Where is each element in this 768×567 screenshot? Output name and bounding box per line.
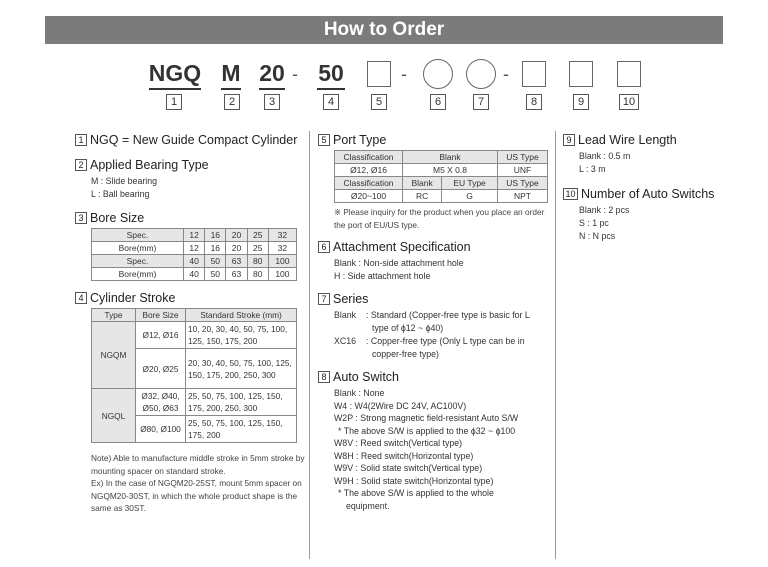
cylinder-stroke-table [91,308,297,443]
attachment-option: H : Side attachment hole [334,271,431,281]
code-underline [259,88,285,90]
auto-switch-option: W9V : Solid state switch(Vertical type) [334,463,483,473]
table-row: Ø80, Ø100 25, 50, 75, 100, 125, 150, 175, 200 [92,416,297,443]
auto-switch-option: W8V : Reed switch(Vertical type) [334,438,463,448]
lead-wire-option: L : 3 m [579,164,606,174]
left-column [75,133,303,515]
table-row: Classification Blank US Type [335,151,548,164]
code-box-switch-count [617,61,641,87]
code-number: 3 [264,94,280,110]
auto-switch-option: Blank : None [334,388,385,398]
stroke-example: Ex) In the case of NGQM20-25ST, mount 5mm spacer on NGQM20-30ST, in which the whole product shape is the same as 30ST. [91,478,302,513]
code-number: 9 [573,94,589,110]
code-number: 10 [619,94,639,110]
section-9-title: 9 Lead Wire Length [563,133,738,147]
code-circle-attachment [423,59,453,89]
page-title: How to Order [45,16,723,44]
port-note: ※ Please inquiry for the product when you place an order the port of EU/US type. [334,207,545,230]
auto-switch-option: W8H : Reed switch(Horizontal type) [334,450,474,461]
middle-column [318,133,550,512]
code-underline [221,88,241,90]
code-dash: - [503,64,509,84]
table-row: Classification Blank EU Type US Type [335,177,548,190]
auto-switch-note: * The above S/W is applied to the ϕ32 ~ ϕ100 [338,425,516,436]
section-3-title: 3 Bore Size [75,211,303,225]
bearing-option: L : Ball bearing [91,189,150,199]
code-number: 7 [473,94,489,110]
column-divider [309,131,310,559]
series-option-cont: copper-free type) [372,349,439,359]
table-row: Type Bore Size Standard Stroke (mm) [92,309,297,322]
auto-switch-option: W2P : Strong magnetic field-resistant Auto S/W [334,413,519,423]
section-4-title: 4 Cylinder Stroke [75,291,303,305]
table-row: NGQM Ø12, Ø16 10, 20, 30, 40, 50, 75, 100, 125, 150, 175, 200 [92,322,297,349]
table-row: Ø20, Ø25 20, 30, 40, 50, 75, 100, 125, 150, 175, 200, 250, 300 [92,349,297,389]
auto-switch-option: W9H : Solid state switch(Horizontal type) [334,475,494,486]
auto-switch-note-cont: equipment. [346,500,390,511]
table-row: Ø12, Ø16 M5 X 0.8 UNF [335,164,548,177]
section-7-title: 7 Series [318,292,550,306]
table-row: Bore(mm) 40 50 63 80 100 [92,268,297,281]
code-box-switch [522,61,546,87]
table-row: Spec. 40 50 63 80 100 [92,255,297,268]
port-type-table-small [334,150,548,203]
table-row: NGQL Ø32, Ø40, Ø50, Ø63 25, 50, 75, 100, 125, 150, 175, 200, 250, 300 [92,389,297,416]
table-row: Bore(mm) 12 16 20 25 32 [92,242,297,255]
code-segment-bore: 20 [259,60,285,86]
code-dash: - [401,64,407,84]
switch-count-option: N : N pcs [579,231,616,241]
code-underline [317,88,345,90]
series-option: Blank : Standard (Copper-free type is basic for L [334,310,530,320]
series-option: XC16 : Copper-free type (Only L type can be in [334,336,525,346]
code-number: 1 [166,94,182,110]
code-circle-series [466,59,496,89]
table-row: Spec. 12 16 20 25 32 [92,229,297,242]
switch-count-option: Blank : 2 pcs [579,205,630,215]
code-box-port [367,61,391,87]
code-box-lead-wire [569,61,593,87]
lead-wire-option: Blank : 0.5 m [579,151,631,161]
code-number: 2 [224,94,240,110]
code-number: 5 [371,94,387,110]
code-dash: - [292,64,298,84]
bore-size-table [91,228,297,281]
auto-switch-note: * The above S/W is applied to the whole [338,488,494,498]
column-divider [555,131,556,559]
section-10-title: 10 Number of Auto Switchs [563,187,738,201]
attachment-option: Blank : Non-side attachment hole [334,258,464,268]
code-number: 4 [323,94,339,110]
code-number: 6 [430,94,446,110]
code-segment-ngq: NGQ [148,60,202,86]
right-column [563,133,738,243]
code-segment-stroke: 50 [318,60,344,86]
code-number: 8 [526,94,542,110]
section-5-title: 5 Port Type [318,133,550,147]
code-segment-m: M [221,60,241,86]
section-8-title: 8 Auto Switch [318,370,550,384]
switch-count-option: S : 1 pc [579,218,609,228]
model-code-diagram [0,58,768,118]
section-2-title: 2 Applied Bearing Type [75,158,303,172]
series-option-cont: type of ϕ12 ~ ϕ40) [372,323,444,333]
table-row: Ø20~100 RC G NPT [335,190,548,203]
bearing-option: M : Slide bearing [91,176,158,186]
auto-switch-option: W4 : W4(2Wire DC 24V, AC100V) [334,400,467,411]
stroke-note: Note) Able to manufacture middle stroke in 5mm stroke by mounting spacer on standard stroke. [91,453,305,476]
section-6-title: 6 Attachment Specification [318,240,550,254]
code-underline [149,88,201,90]
section-1-title: 1 NGQ = New Guide Compact Cylinder [75,133,303,147]
